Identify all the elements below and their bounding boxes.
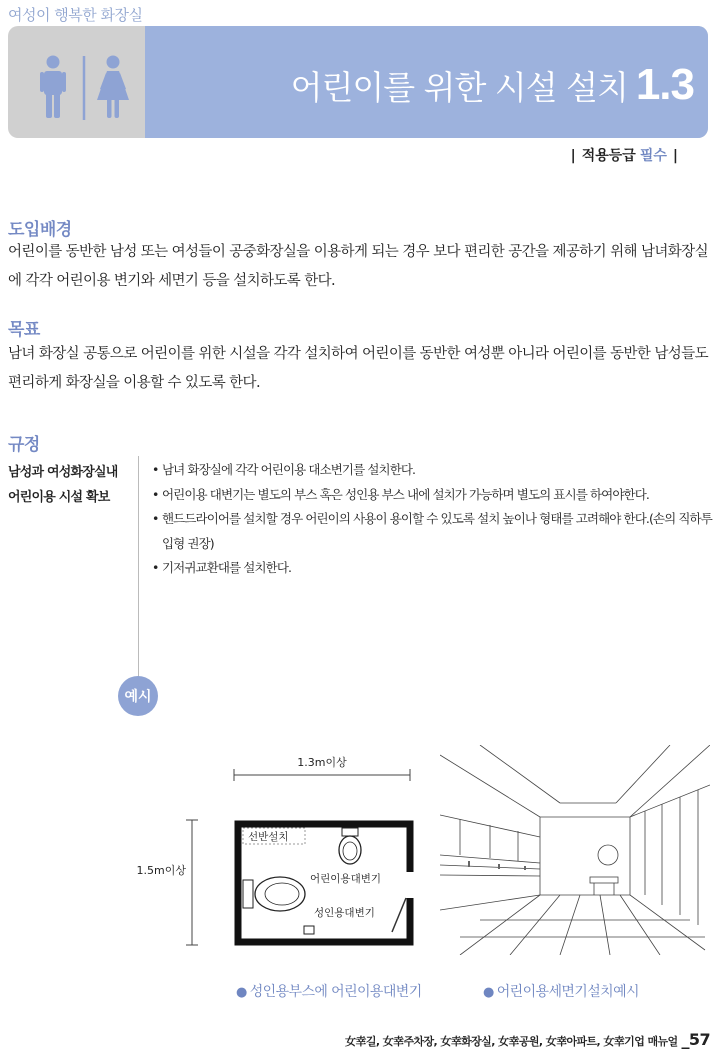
section-label: 여성이 행복한 화장실: [8, 6, 143, 24]
man-icon: [40, 56, 66, 119]
page-header: [8, 26, 708, 138]
example-badge: 예시: [118, 676, 158, 716]
application-grade: | 적용등급 필수 |: [570, 148, 678, 164]
background-heading: 도입배경: [8, 220, 72, 240]
height-label: 1.5m이상: [136, 864, 186, 877]
width-label: 1.3m이상: [297, 756, 347, 769]
grade-label: 적용등급: [581, 148, 636, 164]
adult-toilet: [255, 877, 305, 911]
child-washbasin-illustration: [440, 745, 710, 955]
rules-heading: 규정: [8, 435, 40, 455]
footer-text: 女幸길, 女幸주차장, 女幸화장실, 女幸공원, 女幸아파트, 女幸기업 매뉴얼: [345, 1035, 678, 1048]
goal-heading: 목표: [8, 320, 40, 340]
rule-subject: [8, 460, 118, 510]
caption-right: [483, 981, 639, 1001]
divider: [138, 456, 139, 684]
bullet-icon: ●: [236, 985, 247, 1000]
bullet-icon: ●: [483, 985, 494, 1000]
caption-left: [236, 981, 422, 1001]
restroom-icon: [8, 26, 145, 138]
page-title-text: 어린이를 위한 시설 설치: [290, 68, 628, 107]
caption-right-text: 어린이용세면기설치예시: [496, 984, 639, 1000]
caption-left-text: 성인용부스에 어린이용대변기: [249, 984, 422, 1000]
toilet-booth-plan: [0, 740, 440, 970]
goal-text: 남녀 화장실 공통으로 어린이를 위한 시설을 각각 설치하여 어린이를 동반한 여성뿐 아니라 어린이를 동반한 남성들도 편리하게 화장실을 이용할 수 있도록 한다.: [8, 346, 708, 391]
section-number: 1.3: [635, 60, 694, 109]
rule-subject-line: 어린이용 시설 확보: [8, 490, 110, 505]
rule-item: • 어린이용 대변기는 별도의 부스 혹은 성인용 부스 내에 설치가 가능하며 별도의 표시를 하여야한다.: [152, 483, 712, 508]
grade-value: 필수: [639, 148, 667, 164]
child-toilet-label: 어린이용대변기: [310, 873, 382, 885]
rule-item: • 남녀 화장실에 각각 어린이용 대소변기를 설치한다.: [152, 458, 712, 483]
page-number: _57: [681, 1030, 710, 1049]
page-title: [291, 60, 694, 110]
rule-item: • 기저귀교환대를 설치한다.: [152, 556, 712, 581]
background-text: 어린이를 동반한 남성 또는 여성들이 공중화장실을 이용하게 되는 경우 보다 편리한 공간을 제공하기 위해 남녀화장실에 각각 어린이용 변기와 세면기 등을 설치하도록 한다.: [8, 244, 708, 289]
rule-subject-line: 남성과 여성화장실내: [8, 465, 118, 480]
rule-item: • 핸드드라이어를 설치할 경우 어린이의 사용이 용이할 수 있도록 설치 높이나 형태를 고려해야 한다.(손의 직하투입형 권장): [152, 507, 712, 556]
rule-list: [152, 458, 712, 581]
header-title-panel: [145, 26, 708, 138]
door: [392, 898, 406, 932]
adult-toilet-label: 성인용대변기: [314, 907, 375, 919]
page-footer: [345, 1030, 710, 1049]
shelf-label: 선반설치: [248, 831, 289, 843]
woman-icon: [97, 56, 129, 119]
